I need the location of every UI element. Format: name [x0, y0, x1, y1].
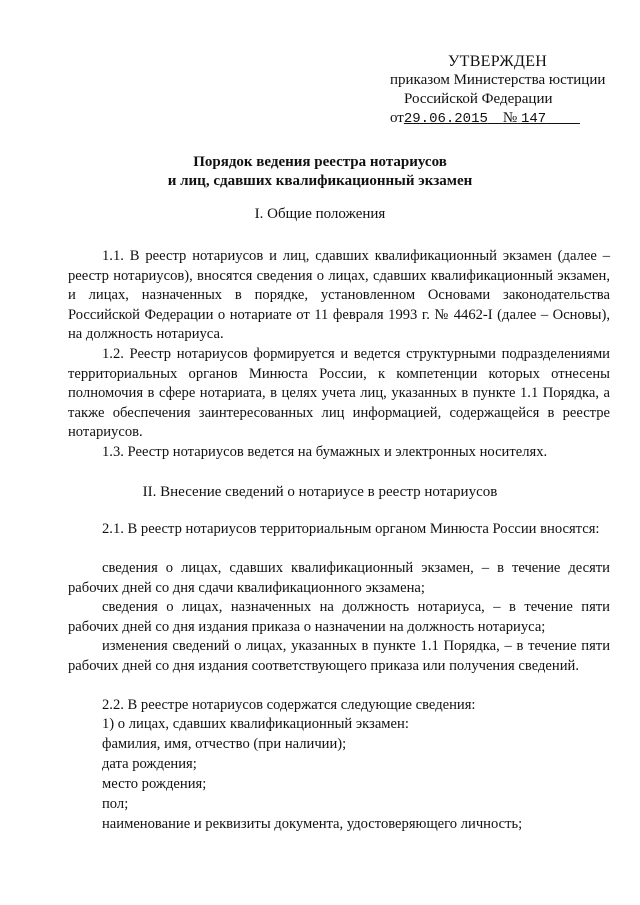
- approval-title: УТВЕРЖДЕН: [448, 53, 548, 70]
- number-prefix: №: [502, 110, 518, 126]
- paragraph-1-1: 1.1. В реестр нотариусов и лиц, сдавших квалификационный экзамен (далее – реестр нотариусов), вносятся сведения о лицах, сдавших квалификационный экзамен, и лицах, назначенных в порядке, установленном Основами законодательства Российской Федерации о нотариате от 11 февраля 1993 г. № 4462-I (далее – Основы), на должность нотариуса.: [68, 248, 610, 343]
- approval-country: Российской Федерации: [404, 91, 553, 107]
- list-item-3: дата рождения;: [102, 756, 197, 772]
- approval-date-number: [390, 109, 620, 129]
- paragraph-1-2: 1.2. Реестр нотариусов формируется и ведется структурными подразделениями территориальных органов Минюста России, к компетенции которых отнесены полномочия в сфере нотариата, в целях учета лиц, указанных в пункте 1.1 Порядка, а также обеспечения заинтересованных лиц информацией, содержащейся в реестре нотариусов.: [68, 346, 610, 441]
- paragraph-2-1-item-2: сведения о лицах, назначенных на должность нотариуса, – в течение пяти рабочих дней со дня издания приказа о назначении на должность нотариуса;: [68, 599, 610, 635]
- list-item-4: место рождения;: [102, 776, 207, 792]
- list-item-2: фамилия, имя, отчество (при наличии);: [102, 736, 347, 752]
- approval-stamp: [390, 52, 620, 129]
- section-2-heading: II. Внесение сведений о нотариусе в реестр нотариусов: [142, 484, 498, 500]
- paragraph-2-1: 2.1. В реестр нотариусов территориальным органом Минюста России вносятся:: [102, 521, 600, 537]
- list-item-5: пол;: [102, 796, 129, 812]
- document-title: [0, 153, 640, 191]
- list-item-6: наименование и реквизиты документа, удостоверяющего личность;: [102, 816, 523, 832]
- date-prefix: от: [390, 110, 404, 126]
- paragraph-1-3: 1.3. Реестр нотариусов ведется на бумажных и электронных носителях.: [102, 444, 548, 460]
- title-line-2: и лиц, сдавших квалификационный экзамен: [167, 173, 473, 189]
- paragraph-2-2: 2.2. В реестре нотариусов содержатся следующие сведения:: [102, 697, 476, 713]
- paragraph-2-1-item-3: изменения сведений о лицах, указанных в пункте 1.1 Порядка, – в течение пяти рабочих дней со дня издания соответствующего приказа или получения сведений.: [68, 638, 610, 674]
- title-line-1: Порядок ведения реестра нотариусов: [193, 154, 447, 170]
- paragraph-2-1-item-1: сведения о лицах, сдавших квалификационный экзамен, – в течение десяти рабочих дней со дня сдачи квалификационного экзамена;: [68, 560, 610, 596]
- list-item-1: 1) о лицах, сдавших квалификационный экзамен:: [102, 716, 409, 732]
- approval-issuer: приказом Министерства юстиции: [390, 72, 606, 88]
- section-1-heading: I. Общие положения: [254, 206, 386, 222]
- approval-number: 147: [520, 111, 547, 127]
- approval-date: 29.06.2015: [403, 111, 488, 127]
